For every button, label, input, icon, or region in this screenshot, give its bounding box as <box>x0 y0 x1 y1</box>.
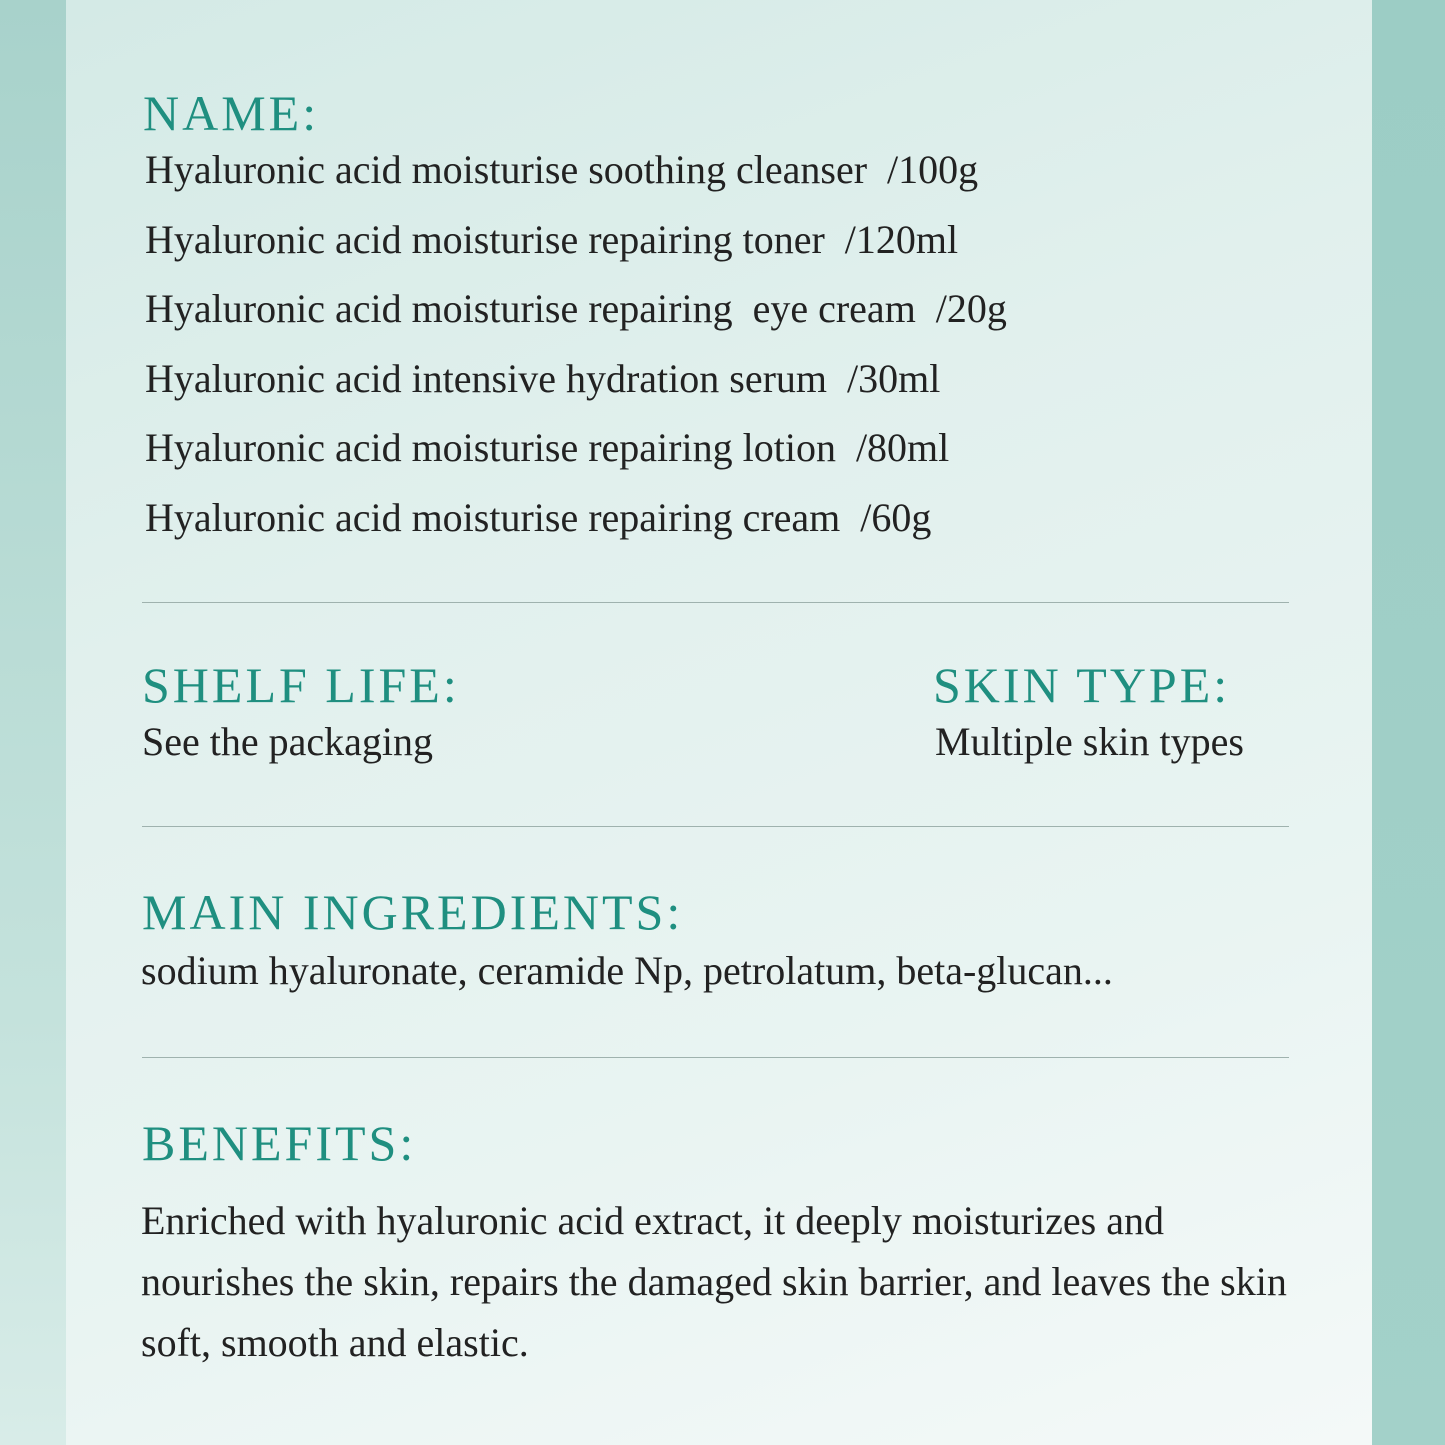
shelf-life-heading: SHELF LIFE: <box>142 657 460 713</box>
section-divider <box>142 602 1289 603</box>
skin-type-value: Multiple skin types <box>935 719 1244 764</box>
product-name-item: Hyaluronic acid moisturise repairing cream /60g <box>145 494 932 540</box>
ingredients-heading: MAIN INGREDIENTS: <box>142 884 684 940</box>
name-heading: NAME: <box>143 85 320 141</box>
product-name-item: Hyaluronic acid intensive hydration serum /30ml <box>145 355 941 401</box>
shelf-life-value: See the packaging <box>142 719 433 764</box>
product-name-item: Hyaluronic acid moisturise repairing lotion /80ml <box>145 425 950 470</box>
right-border-band <box>1372 0 1445 1445</box>
section-divider <box>142 1057 1289 1058</box>
product-name-list <box>145 147 1007 567</box>
ingredients-value: sodium hyaluronate, ceramide Np, petrolatum, beta-glucan... <box>141 948 1113 993</box>
section-divider <box>142 826 1289 827</box>
left-border-band <box>0 0 66 1445</box>
product-name-item: Hyaluronic acid moisturise repairing eye cream /20g <box>145 286 1007 331</box>
skin-type-heading: SKIN TYPE: <box>933 657 1231 713</box>
product-name-item: Hyaluronic acid moisturise soothing cleanser /100g <box>145 147 979 192</box>
benefits-heading: BENEFITS: <box>142 1115 417 1171</box>
benefits-text: Enriched with hyaluronic acid extract, it deeply moisturizes and nourishes the skin, repairs the damaged skin barrier, and leaves the skin soft, smooth and elastic. <box>141 1198 1287 1365</box>
product-name-item: Hyaluronic acid moisturise repairing toner /120ml <box>145 216 959 262</box>
